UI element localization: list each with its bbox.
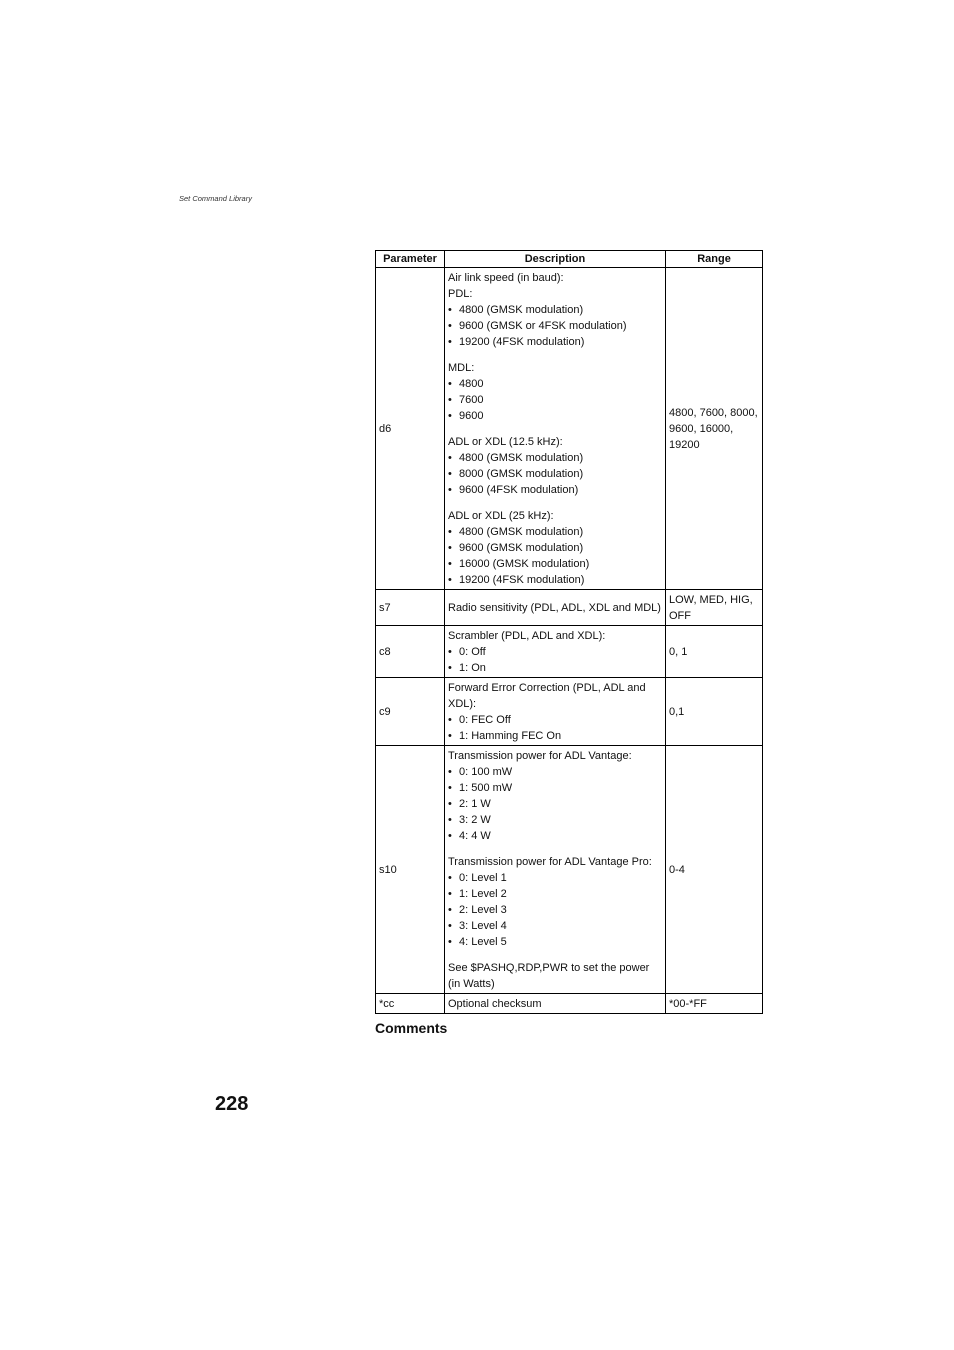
column-header-description: Description [445,251,666,268]
bullet-dot-icon: • [448,798,452,810]
bullet-item [448,712,662,728]
bullet-dot-icon: • [448,714,452,726]
paragraph-gap [448,350,662,360]
comments-heading: Comments [375,1020,448,1036]
table-row [376,746,763,994]
bullet-item [448,466,662,482]
bullet-item [448,376,662,392]
bullet-item [448,540,662,556]
bullet-item [448,318,662,334]
bullet-dot-icon: • [448,574,452,586]
bullet-item [448,918,662,934]
bullet-item [448,764,662,780]
bullet-text: 8000 (GMSK modulation) [459,468,584,480]
cell-range: 4800, 7600, 8000, 9600, 16000, 19200 [666,268,763,590]
cell-description [445,746,666,994]
bullet-text: 1: On [459,662,486,674]
running-header: Set Command Library [179,194,252,203]
bullet-item [448,302,662,318]
cell-range: 0-4 [666,746,763,994]
cell-range: 0,1 [666,678,763,746]
bullet-text: 2: 1 W [459,798,491,810]
bullet-item [448,660,662,676]
cell-range: LOW, MED, HIG, OFF [666,590,763,626]
bullet-text: 4800 [459,378,484,390]
bullet-dot-icon: • [448,936,452,948]
bullet-text: 1: Level 2 [459,888,507,900]
bullet-dot-icon: • [448,410,452,422]
bullet-text: 16000 (GMSK modulation) [459,558,590,570]
bullet-item [448,780,662,796]
description-text: Scrambler (PDL, ADL and XDL): [448,630,606,642]
bullet-text: 0: FEC Off [459,714,511,726]
table-row [376,268,763,590]
cell-parameter: d6 [376,268,445,590]
bullet-text: 3: Level 4 [459,920,507,932]
bullet-dot-icon: • [448,766,452,778]
bullet-text: 1: Hamming FEC On [459,730,562,742]
bullet-item [448,934,662,950]
bullet-item [448,450,662,466]
bullet-text: 4: 4 W [459,830,491,842]
bullet-item [448,392,662,408]
bullet-item [448,572,662,588]
bullet-text: 0: Level 1 [459,872,507,884]
paragraph-gap [448,950,662,960]
description-text: Transmission power for ADL Vantage: [448,750,632,762]
bullet-item [448,870,662,886]
cell-description [445,678,666,746]
bullet-text: 9600 [459,410,484,422]
bullet-item [448,902,662,918]
parameter-table [375,250,763,1014]
bullet-text: 4800 (GMSK modulation) [459,526,584,538]
bullet-item [448,728,662,744]
cell-range: *00-*FF [666,994,763,1014]
paragraph-gap [448,498,662,508]
bullet-dot-icon: • [448,526,452,538]
cell-parameter: c9 [376,678,445,746]
table-header [376,251,763,268]
bullet-text: 7600 [459,394,484,406]
cell-description [445,590,666,626]
bullet-item [448,556,662,572]
column-header-parameter: Parameter [376,251,445,268]
cell-description [445,268,666,590]
bullet-dot-icon: • [448,662,452,674]
description-text: Forward Error Correction (PDL, ADL and XDL): [448,682,646,710]
cell-description [445,994,666,1014]
table-body [376,268,763,1014]
bullet-dot-icon: • [448,830,452,842]
cell-parameter: *cc [376,994,445,1014]
bullet-item [448,812,662,828]
bullet-item [448,482,662,498]
description-text: Radio sensitivity (PDL, ADL, XDL and MDL) [448,602,661,614]
table-row [376,678,763,746]
bullet-text: 4800 (GMSK modulation) [459,452,584,464]
bullet-dot-icon: • [448,452,452,464]
cell-range: 0, 1 [666,626,763,678]
bullet-dot-icon: • [448,814,452,826]
bullet-text: 4: Level 5 [459,936,507,948]
page-number: 228 [215,1093,249,1115]
description-text: Air link speed (in baud): [448,272,564,284]
bullet-text: 2: Level 3 [459,904,507,916]
bullet-dot-icon: • [448,888,452,900]
paragraph-gap [448,424,662,434]
bullet-dot-icon: • [448,730,452,742]
bullet-text: 0: Off [459,646,486,658]
bullet-item [448,408,662,424]
bullet-dot-icon: • [448,904,452,916]
bullet-text: 4800 (GMSK modulation) [459,304,584,316]
bullet-dot-icon: • [448,468,452,480]
bullet-dot-icon: • [448,484,452,496]
bullet-text: 0: 100 mW [459,766,513,778]
bullet-item [448,886,662,902]
bullet-dot-icon: • [448,304,452,316]
bullet-dot-icon: • [448,394,452,406]
bullet-dot-icon: • [448,646,452,658]
bullet-dot-icon: • [448,920,452,932]
column-header-range: Range [666,251,763,268]
description-text: See $PASHQ,RDP,PWR to set the power (in Watts) [448,962,650,990]
cell-parameter: s7 [376,590,445,626]
bullet-dot-icon: • [448,336,452,348]
description-text: PDL: [448,288,473,300]
bullet-item [448,524,662,540]
bullet-text: 3: 2 W [459,814,491,826]
bullet-item [448,334,662,350]
table-row [376,994,763,1014]
description-text: MDL: [448,362,475,374]
bullet-dot-icon: • [448,378,452,390]
bullet-text: 1: 500 mW [459,782,513,794]
bullet-text: 19200 (4FSK modulation) [459,574,585,586]
description-text: ADL or XDL (25 kHz): [448,510,554,522]
header-row [376,251,763,268]
paragraph-gap [448,844,662,854]
bullet-dot-icon: • [448,558,452,570]
description-text: Transmission power for ADL Vantage Pro: [448,856,652,868]
bullet-text: 9600 (4FSK modulation) [459,484,579,496]
bullet-dot-icon: • [448,872,452,884]
cell-parameter: s10 [376,746,445,994]
description-text: ADL or XDL (12.5 kHz): [448,436,563,448]
table-row [376,626,763,678]
bullet-text: 19200 (4FSK modulation) [459,336,585,348]
bullet-dot-icon: • [448,782,452,794]
cell-description [445,626,666,678]
bullet-dot-icon: • [448,320,452,332]
bullet-item [448,644,662,660]
bullet-item [448,796,662,812]
cell-parameter: c8 [376,626,445,678]
bullet-item [448,828,662,844]
description-text: Optional checksum [448,998,542,1010]
bullet-text: 9600 (GMSK modulation) [459,542,584,554]
bullet-dot-icon: • [448,542,452,554]
table-row [376,590,763,626]
bullet-text: 9600 (GMSK or 4FSK modulation) [459,320,627,332]
